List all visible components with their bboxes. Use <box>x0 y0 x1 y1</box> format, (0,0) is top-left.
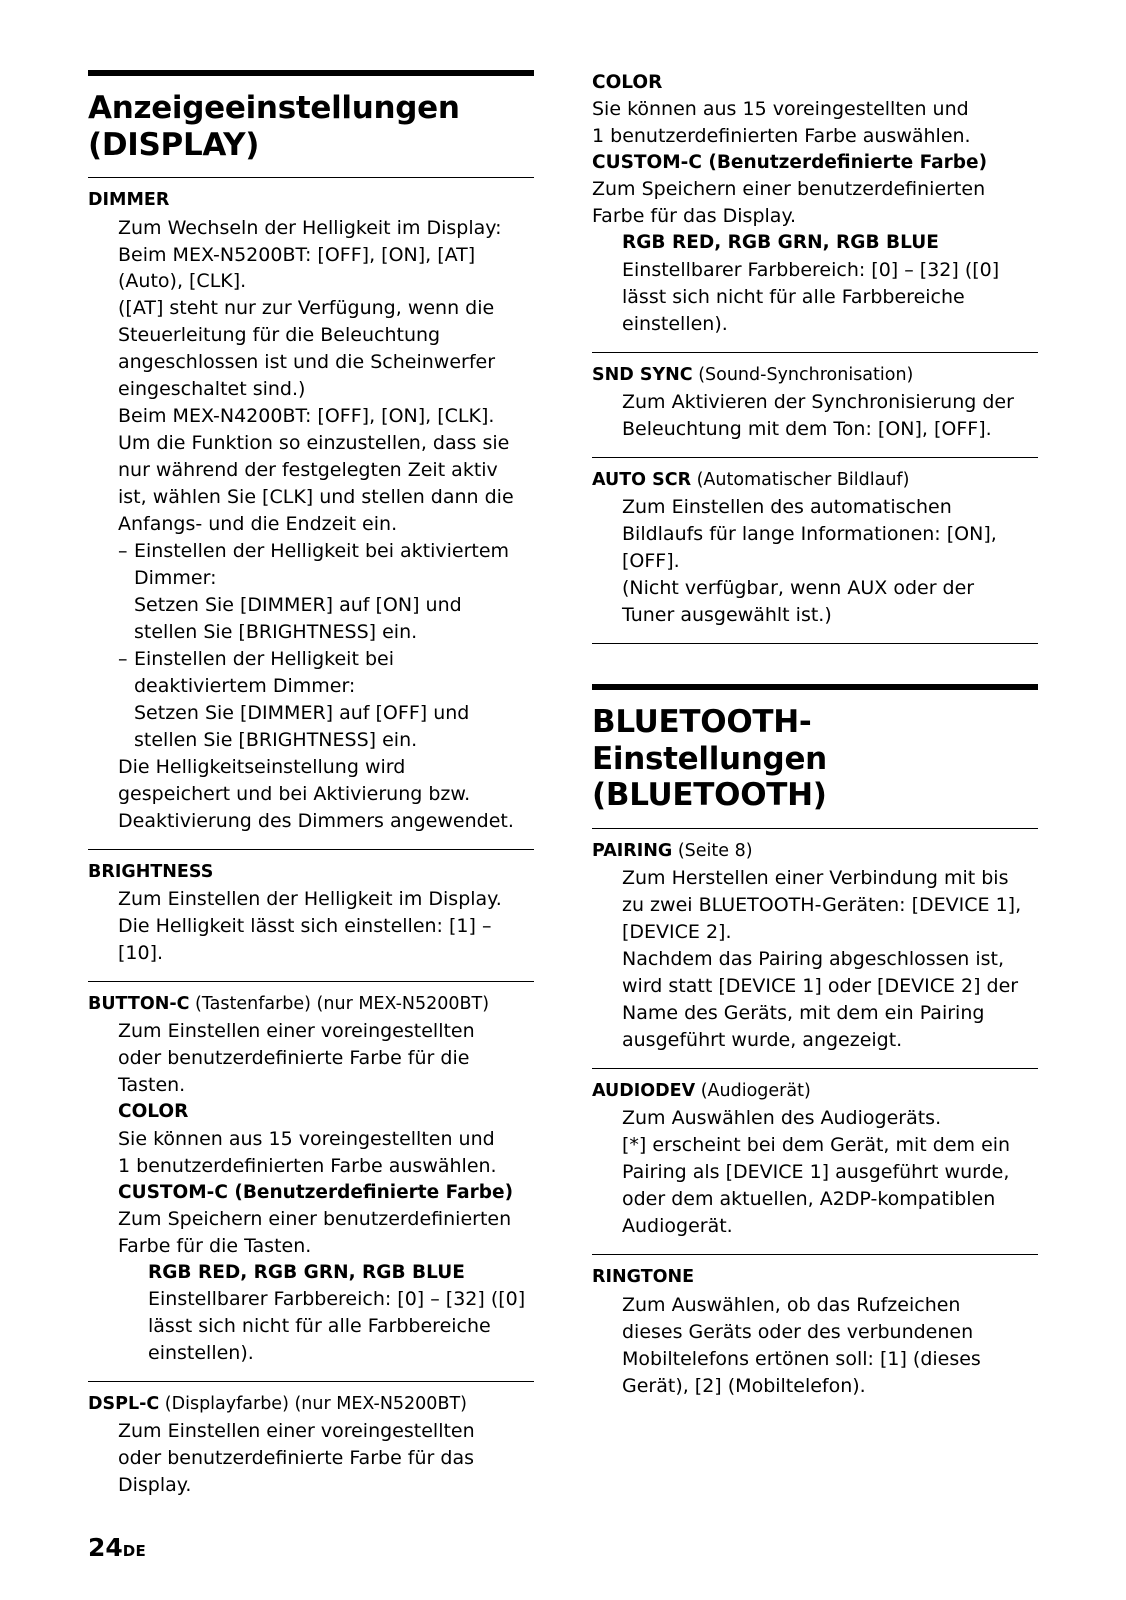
text-line: ausgeführt wurde, angezeigt. <box>622 1029 903 1052</box>
text-line: angeschlossen ist und die Scheinwerfer <box>118 351 496 374</box>
term-text: SND SYNC <box>592 364 693 385</box>
page-title-bluetooth <box>592 704 1038 814</box>
divider <box>88 849 534 850</box>
entry-button-c <box>88 992 534 1367</box>
term-button-c <box>88 992 534 1017</box>
entry-brightness <box>88 860 534 967</box>
body-dspl-c <box>118 1418 534 1499</box>
text-line: Einstellen der Helligkeit bei <box>134 648 394 671</box>
subterm-color: COLOR <box>118 1101 189 1123</box>
term-text: PAIRING <box>592 840 673 861</box>
text-line: Mobiltelefons ertönen soll: [1] (dieses <box>622 1347 981 1370</box>
text-line: Display. <box>118 1474 192 1497</box>
text-line: Einstellen der Helligkeit bei aktiviertem <box>134 540 510 563</box>
text-line: Zum Einstellen einer voreingestellten <box>118 1020 475 1043</box>
text-line: Einstellbarer Farbbereich: [0] – [32] ([0] <box>622 258 1000 281</box>
text-line: lässt sich nicht für alle Farbbereiche <box>148 1315 491 1338</box>
term-qualifier: (Displayfarbe) (nur MEX-N5200BT) <box>159 1393 467 1414</box>
text-line: oder dem aktuellen, A2DP-kompatiblen <box>622 1188 996 1211</box>
text-line: ([AT] steht nur zur Verfügung, wenn die <box>118 297 495 320</box>
text-line: Beim MEX-N5200BT: [OFF], [ON], [AT] <box>118 243 476 266</box>
text-line: Beim MEX-N4200BT: [OFF], [ON], [CLK]. <box>118 405 495 428</box>
text-line: Nachdem das Pairing abgeschlossen ist, <box>622 948 1005 971</box>
text-line: [*] erscheint bei dem Gerät, mit dem ein <box>622 1134 1011 1157</box>
term-qualifier: (Audiogerät) <box>695 1081 811 1101</box>
term-snd-sync <box>592 363 1038 388</box>
subterm-rgb: RGB RED, RGB GRN, RGB BLUE <box>622 232 939 254</box>
text-line: (Nicht verfügbar, wenn AUX oder der <box>622 577 975 600</box>
divider <box>592 457 1038 458</box>
text-line: oder benutzerdefinierte Farbe für das <box>118 1447 474 1470</box>
divider <box>592 828 1038 829</box>
term-qualifier: (Automatischer Bildlauf) <box>691 469 910 490</box>
text-line: zu zwei BLUETOOTH-Geräten: [DEVICE 1], <box>622 894 1022 917</box>
term-dimmer: DIMMER <box>88 190 170 211</box>
subterm-custom-c <box>118 1180 534 1206</box>
sub-rgb-block <box>622 230 1038 337</box>
text-line: gespeichert und bei Aktivierung bzw. <box>118 782 471 805</box>
divider <box>88 1381 534 1382</box>
text-line: eingeschaltet sind.) <box>118 378 306 401</box>
text-line: stellen Sie [BRIGHTNESS] ein. <box>134 621 418 644</box>
text-line: einstellen). <box>148 1341 254 1364</box>
body-snd-sync <box>622 389 1038 443</box>
term-text: AUTO SCR <box>592 469 692 490</box>
divider <box>88 981 534 982</box>
text-line: Die Helligkeitseinstellung wird <box>118 755 406 778</box>
text-line: Tasten. <box>118 1074 186 1097</box>
text-line: 1 benutzerdefinierten Farbe auswählen. <box>118 1154 497 1177</box>
subterm-rgb: RGB RED, RGB GRN, RGB BLUE <box>148 1261 465 1283</box>
divider <box>88 177 534 178</box>
entry-dspl-c <box>88 1392 534 1499</box>
text-line: dieses Geräts oder des verbundenen <box>622 1320 974 1343</box>
text-line: Setzen Sie [DIMMER] auf [OFF] und <box>134 701 470 724</box>
text-line: Zum Speichern einer benutzerdefinierten <box>592 178 986 201</box>
text-line: lässt sich nicht für alle Farbbereiche <box>622 285 965 308</box>
text-line: Zum Einstellen der Helligkeit im Display. <box>118 888 502 911</box>
body-dimmer <box>118 215 534 835</box>
text-line: Um die Funktion so einzustellen, dass sie <box>118 432 510 455</box>
text-line: deaktiviertem Dimmer: <box>134 675 356 697</box>
term-qualifier: (Sound-Synchronisation) <box>692 364 914 385</box>
text-line: Zum Aktivieren der Synchronisierung der <box>622 390 1014 413</box>
page-footer <box>88 1533 146 1562</box>
text-line: Bildlaufs für lange Informationen: [ON], <box>622 523 997 546</box>
text-line: [OFF]. <box>622 550 680 573</box>
bt-section-title-line1: BLUETOOTH-Einstellungen <box>592 704 827 777</box>
term-auto-scr <box>592 468 1038 493</box>
entry-pairing <box>592 839 1038 1054</box>
text-line: einstellen). <box>622 312 728 335</box>
divider <box>592 352 1038 353</box>
bullet-text <box>134 646 534 754</box>
text-line: Farbe für die Tasten. <box>118 1234 312 1257</box>
text-line: Tuner ausgewählt ist.) <box>622 604 832 627</box>
text-line: Zum Wechseln der Helligkeit im Display: <box>118 216 502 239</box>
bt-section-title-line2: (BLUETOOTH) <box>592 777 827 814</box>
entry-auto-scr <box>592 468 1038 629</box>
term-text: AUDIODEV <box>592 1081 696 1101</box>
text-line: nur während der festgelegten Zeit aktiv <box>118 459 498 482</box>
left-column <box>88 70 534 1497</box>
body-button-c <box>118 1018 534 1366</box>
spacer <box>592 654 1038 684</box>
text-line: Zum Einstellen des automatischen <box>622 496 952 519</box>
page-number: 24 <box>88 1533 123 1562</box>
sub-rgb-block <box>148 1260 534 1367</box>
subterm-custom-c <box>592 150 1038 176</box>
text-line: 1 benutzerdefinierten Farbe auswählen. <box>592 125 971 148</box>
text-line: wird statt [DEVICE 1] oder [DEVICE 2] der <box>622 975 1019 998</box>
divider <box>592 643 1038 644</box>
body-ringtone <box>622 1292 1038 1400</box>
text-line: Sie können aus 15 voreingestellten und <box>118 1127 495 1150</box>
term-qualifier: (Tastenfarbe) (nur MEX-N5200BT) <box>189 994 490 1015</box>
bullet-text <box>134 538 534 646</box>
section-rule-bluetooth <box>592 684 1038 690</box>
entry-ringtone <box>592 1265 1038 1399</box>
text-line: Pairing als [DEVICE 1] ausgeführt wurde, <box>622 1161 1010 1184</box>
page-language-suffix: DE <box>122 1542 146 1560</box>
text-line: Deaktivierung des Dimmers angewendet. <box>118 809 514 832</box>
section-title-line1: Anzeigeeinstellungen <box>88 90 460 126</box>
text-line: Zum Einstellen einer voreingestellten <box>118 1420 475 1443</box>
entry-dspl-c-continued <box>592 70 1038 338</box>
text-line: Die Helligkeit lässt sich einstellen: [1] – <box>118 915 492 938</box>
bullet-item <box>118 646 534 754</box>
bullet-item <box>118 538 534 646</box>
text-line: Zum Auswählen des Audiogeräts. <box>622 1107 942 1130</box>
entry-snd-sync <box>592 363 1038 443</box>
text-line: Einstellbarer Farbbereich: [0] – [32] ([0] <box>148 1288 526 1311</box>
text-line: Farbe für das Display. <box>592 205 797 228</box>
text-line: [10]. <box>118 942 164 965</box>
term-dspl-c <box>88 1392 534 1417</box>
divider <box>592 1068 1038 1069</box>
subterm-qualifier: (Benutzerdefinierte Farbe) <box>227 1181 514 1203</box>
entry-dimmer <box>88 188 534 835</box>
text-line: Zum Auswählen, ob das Rufzeichen <box>622 1293 961 1316</box>
text-line: Setzen Sie [DIMMER] auf [ON] und <box>134 594 462 617</box>
text-line: Anfangs- und die Endzeit ein. <box>118 513 398 536</box>
entry-audiodev <box>592 1079 1038 1240</box>
body-audiodev <box>622 1105 1038 1240</box>
text-line: Name des Geräts, mit dem ein Pairing <box>622 1002 985 1025</box>
text-line: Zum Herstellen einer Verbindung mit bis <box>622 867 1009 890</box>
term-brightness: BRIGHTNESS <box>88 861 214 882</box>
subterm-qualifier: (Benutzerdefinierte Farbe) <box>701 152 988 174</box>
right-column <box>592 70 1038 1490</box>
dash-marker: – <box>118 648 128 671</box>
page-title-display <box>88 90 534 163</box>
section-title-line2: (DISPLAY) <box>88 126 260 163</box>
text-line: (Auto), [CLK]. <box>118 270 247 293</box>
subterm-text: CUSTOM-C <box>592 152 702 174</box>
term-ringtone: RINGTONE <box>592 1267 695 1288</box>
text-line: ist, wählen Sie [CLK] und stellen dann die <box>118 486 514 509</box>
body-dspl-c-continued <box>592 70 1038 338</box>
two-column-layout <box>88 70 1038 1497</box>
subterm-text: CUSTOM-C <box>118 1181 228 1203</box>
text-line: Audiogerät. <box>622 1215 733 1238</box>
body-auto-scr <box>622 494 1038 629</box>
text-line: Sie können aus 15 voreingestellten und <box>592 98 969 121</box>
text-line: oder benutzerdefinierte Farbe für die <box>118 1047 470 1070</box>
text-line: Gerät), [2] (Mobiltelefon). <box>622 1374 866 1397</box>
dash-marker: – <box>118 540 128 563</box>
divider <box>592 1254 1038 1255</box>
text-line: Steuerleitung für die Beleuchtung <box>118 324 441 347</box>
subterm-color: COLOR <box>592 72 663 93</box>
term-audiodev <box>592 1079 1038 1104</box>
text-line: Dimmer: <box>134 567 217 590</box>
text-line: Zum Speichern einer benutzerdefinierten <box>118 1207 512 1230</box>
term-pairing <box>592 839 1038 864</box>
term-qualifier: (Seite 8) <box>672 840 753 861</box>
text-line: [DEVICE 2]. <box>622 921 732 944</box>
term-text: DSPL-C <box>88 1393 160 1414</box>
term-text: BUTTON-C <box>88 994 190 1015</box>
text-line: stellen Sie [BRIGHTNESS] ein. <box>134 728 418 751</box>
section-rule-top <box>88 70 534 76</box>
body-pairing <box>622 865 1038 1054</box>
text-line: Beleuchtung mit dem Ton: [ON], [OFF]. <box>622 417 992 440</box>
body-brightness <box>118 886 534 967</box>
